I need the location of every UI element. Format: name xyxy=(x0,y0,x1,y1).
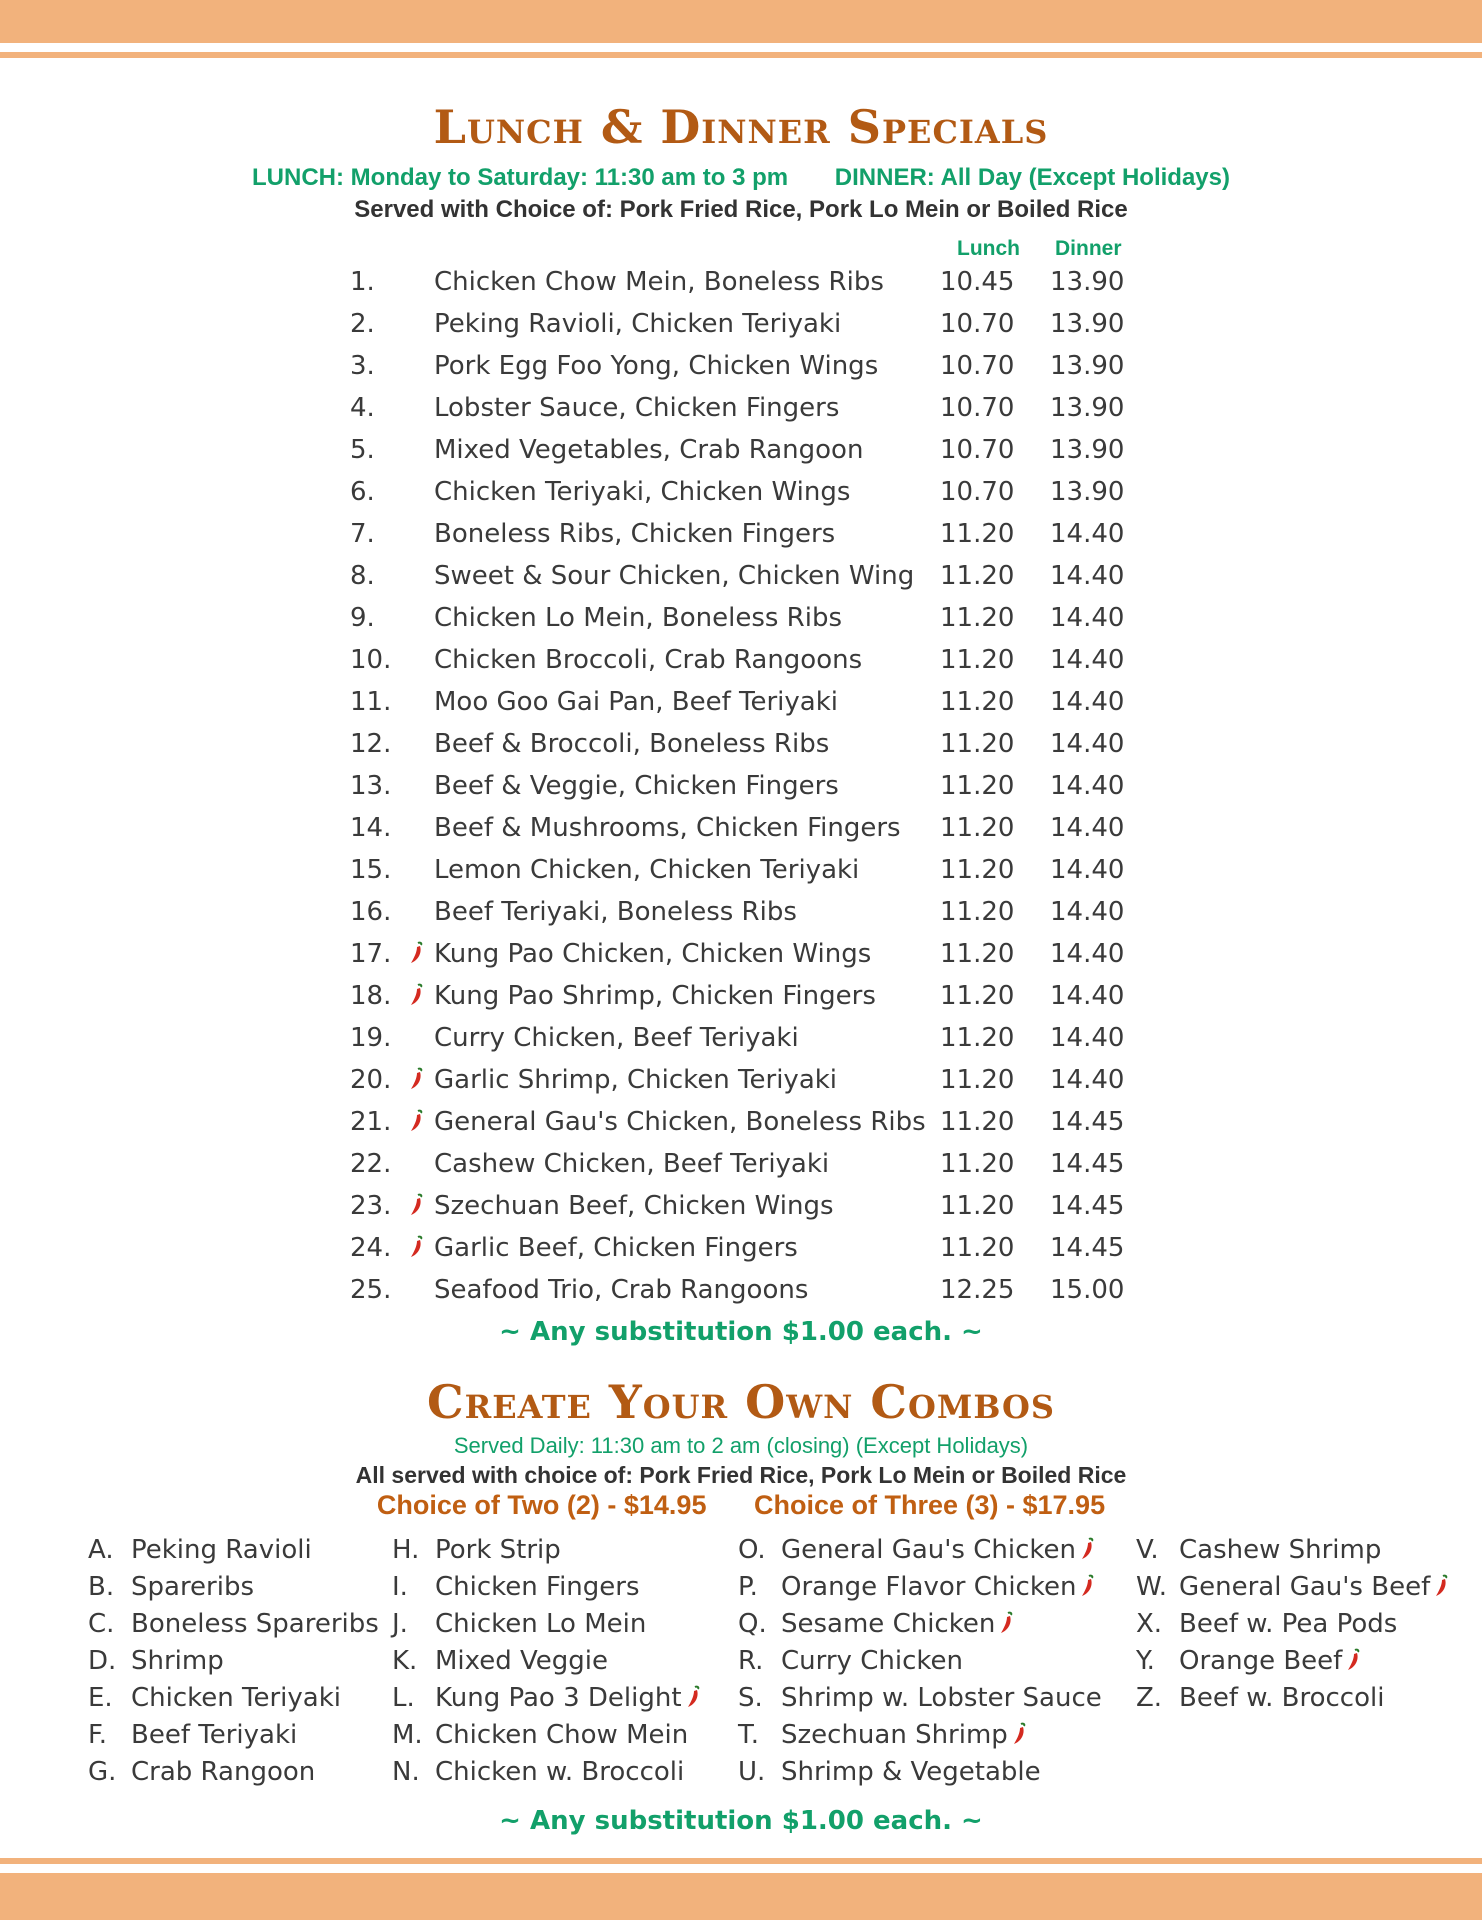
chili-pepper-icon xyxy=(998,1611,1014,1635)
combo-name: Szechuan Shrimp xyxy=(781,1720,1008,1750)
special-dinner-price: 13.90 xyxy=(1050,393,1125,423)
special-dinner-price: 14.40 xyxy=(1050,771,1125,801)
combo-name: Chicken Fingers xyxy=(435,1572,640,1602)
combo-item xyxy=(738,1572,1102,1609)
special-dinner-price: 14.45 xyxy=(1050,1107,1125,1137)
special-row xyxy=(0,1275,1482,1317)
special-lunch-price: 11.20 xyxy=(940,981,1015,1011)
special-number: 24. xyxy=(350,1233,392,1263)
special-lunch-price: 11.20 xyxy=(940,897,1015,927)
special-lunch-price: 11.20 xyxy=(940,1107,1015,1137)
special-number: 5. xyxy=(350,435,375,465)
special-number: 19. xyxy=(350,1023,392,1053)
special-name: Kung Pao Chicken, Chicken Wings xyxy=(434,939,872,969)
special-lunch-price: 11.20 xyxy=(940,729,1015,759)
combo-letter: U. xyxy=(738,1757,766,1787)
combo-name: Orange Flavor Chicken xyxy=(781,1572,1077,1602)
combo-item xyxy=(88,1720,379,1757)
combo-item xyxy=(392,1572,701,1609)
special-dinner-price: 14.40 xyxy=(1050,561,1125,591)
combo-choices xyxy=(0,1490,1482,1521)
special-row xyxy=(0,1023,1482,1065)
special-name: Lemon Chicken, Chicken Teriyaki xyxy=(434,855,860,885)
special-number: 12. xyxy=(350,729,392,759)
combo-name: Sesame Chicken xyxy=(781,1609,996,1639)
combo-letter: C. xyxy=(88,1609,115,1639)
special-number: 14. xyxy=(350,813,392,843)
special-dinner-price: 14.40 xyxy=(1050,729,1125,759)
chili-pepper-icon xyxy=(1345,1648,1361,1672)
combos-title: Create Your Own Combos xyxy=(427,1375,1055,1429)
combo-name: Cashew Shrimp xyxy=(1179,1535,1382,1565)
special-dinner-price: 14.45 xyxy=(1050,1149,1125,1179)
special-dinner-price: 13.90 xyxy=(1050,435,1125,465)
combo-name: Beef w. Pea Pods xyxy=(1179,1609,1398,1639)
special-lunch-price: 11.20 xyxy=(940,519,1015,549)
combo-name: Shrimp w. Lobster Sauce xyxy=(781,1683,1102,1713)
special-name: Chicken Teriyaki, Chicken Wings xyxy=(434,477,851,507)
special-row xyxy=(0,771,1482,813)
combo-item xyxy=(738,1609,1102,1646)
special-dinner-price: 14.40 xyxy=(1050,1023,1125,1053)
chili-pepper-icon xyxy=(408,1193,424,1217)
combo-letter: M. xyxy=(392,1720,423,1750)
dinner-hours: DINNER: All Day (Except Holidays) xyxy=(834,164,1230,191)
special-number: 20. xyxy=(350,1065,392,1095)
dinner-column-header: Dinner xyxy=(1055,237,1122,260)
special-dinner-price: 13.90 xyxy=(1050,351,1125,381)
combo-item xyxy=(392,1535,701,1572)
combo-letter: L. xyxy=(392,1683,415,1713)
combo-item xyxy=(392,1720,701,1757)
combo-letter: B. xyxy=(88,1572,115,1602)
special-name: Chicken Chow Mein, Boneless Ribs xyxy=(434,267,884,297)
special-row xyxy=(0,477,1482,519)
combo-letter: V. xyxy=(1136,1535,1159,1565)
special-name: Lobster Sauce, Chicken Fingers xyxy=(434,393,840,423)
combo-name: Shrimp xyxy=(131,1646,224,1676)
special-dinner-price: 14.40 xyxy=(1050,939,1125,969)
combo-name: General Gau's Chicken xyxy=(781,1535,1077,1565)
special-number: 11. xyxy=(350,687,392,717)
special-dinner-price: 14.40 xyxy=(1050,855,1125,885)
special-row xyxy=(0,267,1482,309)
combo-name: Chicken Lo Mein xyxy=(435,1609,647,1639)
combo-column-4 xyxy=(1136,1535,1449,1720)
special-lunch-price: 10.45 xyxy=(940,267,1015,297)
combo-letter: J. xyxy=(392,1609,408,1639)
combo-item xyxy=(88,1757,379,1794)
special-number: 16. xyxy=(350,897,392,927)
combo-name: Mixed Veggie xyxy=(435,1646,608,1676)
special-lunch-price: 11.20 xyxy=(940,813,1015,843)
lunch-hours: LUNCH: Monday to Saturday: 11:30 am to 3 pm xyxy=(252,164,789,191)
special-lunch-price: 10.70 xyxy=(940,351,1015,381)
special-row xyxy=(0,687,1482,729)
special-dinner-price: 14.40 xyxy=(1050,645,1125,675)
special-name: Seafood Trio, Crab Rangoons xyxy=(434,1275,809,1305)
special-lunch-price: 11.20 xyxy=(940,561,1015,591)
combo-letter: S. xyxy=(738,1683,763,1713)
special-number: 9. xyxy=(350,603,375,633)
combo-letter: T. xyxy=(738,1720,760,1750)
special-number: 13. xyxy=(350,771,392,801)
special-dinner-price: 14.40 xyxy=(1050,687,1125,717)
specials-title: Lunch & Dinner Specials xyxy=(433,100,1049,154)
chili-pepper-icon xyxy=(408,1067,424,1091)
special-row xyxy=(0,1065,1482,1107)
combo-name: Beef w. Broccoli xyxy=(1179,1683,1385,1713)
special-number: 4. xyxy=(350,393,375,423)
combo-letter: A. xyxy=(88,1535,114,1565)
combo-column-3 xyxy=(738,1535,1102,1794)
special-name: Mixed Vegetables, Crab Rangoon xyxy=(434,435,864,465)
special-number: 3. xyxy=(350,351,375,381)
combo-letter: E. xyxy=(88,1683,113,1713)
combo-letter: W. xyxy=(1136,1572,1167,1602)
combo-name: Pork Strip xyxy=(435,1535,561,1565)
special-row xyxy=(0,813,1482,855)
combo-letter: Z. xyxy=(1136,1683,1163,1713)
special-dinner-price: 14.40 xyxy=(1050,813,1125,843)
combo-letter: Q. xyxy=(738,1609,767,1639)
special-number: 22. xyxy=(350,1149,392,1179)
combo-item xyxy=(392,1646,701,1683)
special-number: 7. xyxy=(350,519,375,549)
combo-item xyxy=(738,1683,1102,1720)
special-number: 6. xyxy=(350,477,375,507)
special-row xyxy=(0,855,1482,897)
special-dinner-price: 13.90 xyxy=(1050,477,1125,507)
special-name: Szechuan Beef, Chicken Wings xyxy=(434,1191,834,1221)
special-lunch-price: 11.20 xyxy=(940,855,1015,885)
combo-item xyxy=(88,1572,379,1609)
combo-item xyxy=(738,1646,1102,1683)
chili-pepper-icon xyxy=(1079,1537,1095,1561)
combo-letter: Y. xyxy=(1136,1646,1155,1676)
combo-item xyxy=(392,1609,701,1646)
special-name: Cashew Chicken, Beef Teriyaki xyxy=(434,1149,830,1179)
special-name: Garlic Beef, Chicken Fingers xyxy=(434,1233,798,1263)
special-lunch-price: 11.20 xyxy=(940,771,1015,801)
special-number: 17. xyxy=(350,939,392,969)
special-name: Sweet & Sour Chicken, Chicken Wing xyxy=(434,561,915,591)
chili-pepper-icon xyxy=(408,983,424,1007)
combo-item xyxy=(392,1683,701,1720)
special-number: 18. xyxy=(350,981,392,1011)
combos-served-daily: Served Daily: 11:30 am to 2 am (closing) (Except Holidays) xyxy=(453,1433,1029,1458)
combo-item xyxy=(1136,1646,1449,1683)
special-row xyxy=(0,1191,1482,1233)
combo-item xyxy=(1136,1683,1449,1720)
special-lunch-price: 11.20 xyxy=(940,687,1015,717)
lunch-column-header: Lunch xyxy=(957,237,1020,260)
specials-substitution-note: ~ Any substitution $1.00 each. ~ xyxy=(499,1317,983,1347)
special-row xyxy=(0,1149,1482,1191)
special-row xyxy=(0,645,1482,687)
special-row xyxy=(0,603,1482,645)
special-row xyxy=(0,729,1482,771)
special-dinner-price: 14.45 xyxy=(1050,1233,1125,1263)
special-number: 23. xyxy=(350,1191,392,1221)
combo-name: Chicken Chow Mein xyxy=(435,1720,689,1750)
combo-item xyxy=(738,1757,1102,1794)
special-lunch-price: 10.70 xyxy=(940,393,1015,423)
combo-name: Crab Rangoon xyxy=(131,1757,316,1787)
special-name: Garlic Shrimp, Chicken Teriyaki xyxy=(434,1065,838,1095)
special-row xyxy=(0,939,1482,981)
special-row xyxy=(0,351,1482,393)
special-lunch-price: 11.20 xyxy=(940,1149,1015,1179)
special-name: Peking Ravioli, Chicken Teriyaki xyxy=(434,309,842,339)
special-name: Beef & Broccoli, Boneless Ribs xyxy=(434,729,830,759)
special-number: 10. xyxy=(350,645,392,675)
combo-name: Curry Chicken xyxy=(781,1646,963,1676)
combo-item xyxy=(1136,1535,1449,1572)
combo-letter: X. xyxy=(1136,1609,1163,1639)
combo-item xyxy=(1136,1572,1449,1609)
special-name: Beef & Mushrooms, Chicken Fingers xyxy=(434,813,901,843)
special-row xyxy=(0,981,1482,1023)
combo-item xyxy=(88,1609,379,1646)
special-lunch-price: 12.25 xyxy=(940,1275,1015,1305)
top-decorative-band xyxy=(0,0,1482,43)
special-number: 21. xyxy=(350,1107,392,1137)
special-number: 15. xyxy=(350,855,392,885)
special-row xyxy=(0,309,1482,351)
special-name: Chicken Broccoli, Crab Rangoons xyxy=(434,645,863,675)
specials-hours xyxy=(0,164,1482,192)
special-dinner-price: 14.40 xyxy=(1050,981,1125,1011)
chili-pepper-icon xyxy=(408,1109,424,1133)
special-lunch-price: 10.70 xyxy=(940,309,1015,339)
special-row xyxy=(0,561,1482,603)
special-row xyxy=(0,1107,1482,1149)
combo-name: Chicken w. Broccoli xyxy=(435,1757,685,1787)
combo-item xyxy=(88,1683,379,1720)
choice-two-price: Choice of Two (2) - $14.95 xyxy=(376,1490,707,1520)
combos-substitution-note: ~ Any substitution $1.00 each. ~ xyxy=(499,1806,983,1836)
special-dinner-price: 13.90 xyxy=(1050,267,1125,297)
special-name: Curry Chicken, Beef Teriyaki xyxy=(434,1023,799,1053)
special-dinner-price: 13.90 xyxy=(1050,309,1125,339)
combo-name: Kung Pao 3 Delight xyxy=(435,1683,682,1713)
special-lunch-price: 11.20 xyxy=(940,939,1015,969)
special-name: Beef Teriyaki, Boneless Ribs xyxy=(434,897,797,927)
chili-pepper-icon xyxy=(408,1235,424,1259)
combo-letter: R. xyxy=(738,1646,764,1676)
combo-column-2 xyxy=(392,1535,701,1794)
combo-item xyxy=(88,1535,379,1572)
special-lunch-price: 11.20 xyxy=(940,1191,1015,1221)
chili-pepper-icon xyxy=(1433,1574,1449,1598)
special-lunch-price: 11.20 xyxy=(940,1065,1015,1095)
combo-letter: F. xyxy=(88,1720,108,1750)
special-name: Boneless Ribs, Chicken Fingers xyxy=(434,519,836,549)
combo-name: Beef Teriyaki xyxy=(131,1720,298,1750)
special-number: 1. xyxy=(350,267,375,297)
special-row xyxy=(0,1233,1482,1275)
special-number: 2. xyxy=(350,309,375,339)
special-name: Pork Egg Foo Yong, Chicken Wings xyxy=(434,351,879,381)
combo-item xyxy=(738,1535,1102,1572)
combo-letter: N. xyxy=(392,1757,420,1787)
special-row xyxy=(0,897,1482,939)
special-row xyxy=(0,393,1482,435)
special-row xyxy=(0,519,1482,561)
special-number: 25. xyxy=(350,1275,392,1305)
combo-item xyxy=(1136,1609,1449,1646)
combo-column-1 xyxy=(88,1535,379,1794)
combo-name: Shrimp & Vegetable xyxy=(781,1757,1041,1787)
special-lunch-price: 11.20 xyxy=(940,1233,1015,1263)
bottom-decorative-band xyxy=(0,1873,1482,1920)
combo-letter: G. xyxy=(88,1757,117,1787)
top-decorative-line xyxy=(0,52,1482,58)
special-row xyxy=(0,435,1482,477)
special-lunch-price: 11.20 xyxy=(940,645,1015,675)
combo-item xyxy=(738,1720,1102,1757)
special-dinner-price: 14.40 xyxy=(1050,519,1125,549)
chili-pepper-icon xyxy=(408,941,424,965)
special-name: Moo Goo Gai Pan, Beef Teriyaki xyxy=(434,687,838,717)
special-number: 8. xyxy=(350,561,375,591)
special-dinner-price: 14.45 xyxy=(1050,1191,1125,1221)
special-name: Kung Pao Shrimp, Chicken Fingers xyxy=(434,981,876,1011)
combo-name: Orange Beef xyxy=(1179,1646,1343,1676)
chili-pepper-icon xyxy=(685,1685,701,1709)
special-dinner-price: 15.00 xyxy=(1050,1275,1125,1305)
chili-pepper-icon xyxy=(1011,1722,1027,1746)
combo-name: Chicken Teriyaki xyxy=(131,1683,341,1713)
special-lunch-price: 11.20 xyxy=(940,1023,1015,1053)
combo-letter: K. xyxy=(392,1646,418,1676)
combo-letter: I. xyxy=(392,1572,408,1602)
combo-name: Boneless Spareribs xyxy=(131,1609,379,1639)
special-dinner-price: 14.40 xyxy=(1050,897,1125,927)
combos-served-with: All served with choice of: Pork Fried Rice, Pork Lo Mein or Boiled Rice xyxy=(355,1462,1127,1488)
combo-letter: D. xyxy=(88,1646,117,1676)
combo-letter: O. xyxy=(738,1535,766,1565)
special-name: Chicken Lo Mein, Boneless Ribs xyxy=(434,603,843,633)
bottom-decorative-line xyxy=(0,1858,1482,1864)
combo-name: General Gau's Beef xyxy=(1179,1572,1431,1602)
special-lunch-price: 10.70 xyxy=(940,435,1015,465)
combo-letter: H. xyxy=(392,1535,420,1565)
special-name: Beef & Veggie, Chicken Fingers xyxy=(434,771,839,801)
combo-letter: P. xyxy=(738,1572,758,1602)
special-name: General Gau's Chicken, Boneless Ribs xyxy=(434,1107,926,1137)
combo-item xyxy=(88,1646,379,1683)
special-dinner-price: 14.40 xyxy=(1050,603,1125,633)
specials-served-with: Served with Choice of: Pork Fried Rice, Pork Lo Mein or Boiled Rice xyxy=(354,196,1128,223)
combo-item xyxy=(392,1757,701,1794)
special-lunch-price: 10.70 xyxy=(940,477,1015,507)
combo-name: Spareribs xyxy=(131,1572,255,1602)
special-lunch-price: 11.20 xyxy=(940,603,1015,633)
choice-three-price: Choice of Three (3) - $17.95 xyxy=(753,1490,1106,1520)
special-dinner-price: 14.40 xyxy=(1050,1065,1125,1095)
combo-name: Peking Ravioli xyxy=(131,1535,312,1565)
chili-pepper-icon xyxy=(1079,1574,1095,1598)
